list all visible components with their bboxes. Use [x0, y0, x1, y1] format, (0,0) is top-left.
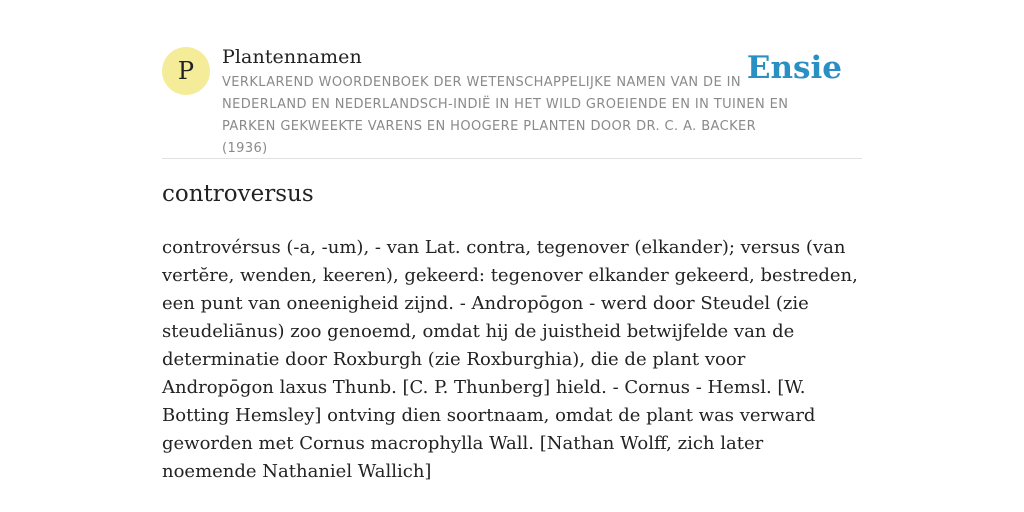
source-header: [162, 44, 862, 159]
entry-title: controversus: [162, 181, 314, 207]
ensie-logo[interactable]: Ensie: [746, 50, 842, 86]
source-avatar: P: [162, 47, 210, 95]
source-title[interactable]: Plantennamen: [222, 46, 362, 68]
source-description: VERKLAREND WOORDENBOEK DER WETENSCHAPPELIJKE NAMEN VAN DE IN NEDERLAND EN NEDERLANDSCH-INDIË IN HET WILD GROEIENDE EN IN TUINEN EN PARKEN GEKWEEKTE VARENS EN HOOGERE PLANTEN DOOR DR. C. A. BACKER (1936): [222, 75, 789, 156]
entry-body: controvérsus (-a, -um), - van Lat. contra, tegenover (elkander); versus (van vertĕre, wenden, keeren), gekeerd: tegenover elkander gekeerd, bestreden, een punt van oneenigheid zijnd. - Andropōgon - werd door Steudel (zie steudeliānus) zoo genoemd, omdat hij de juistheid betwijfelde van de determinatie door Roxburgh (zie Roxburghia), die de plant voor Andropōgon laxus Thunb. [C. P. Thunberg] hield. - Cornus - Hemsl. [W. Botting Hemsley] ontving dien soortnaam, omdat de plant was verward geworden met Cornus macrophylla Wall. [Nathan Wolff, zich later noemende Nathaniel Wallich]: [162, 237, 858, 482]
